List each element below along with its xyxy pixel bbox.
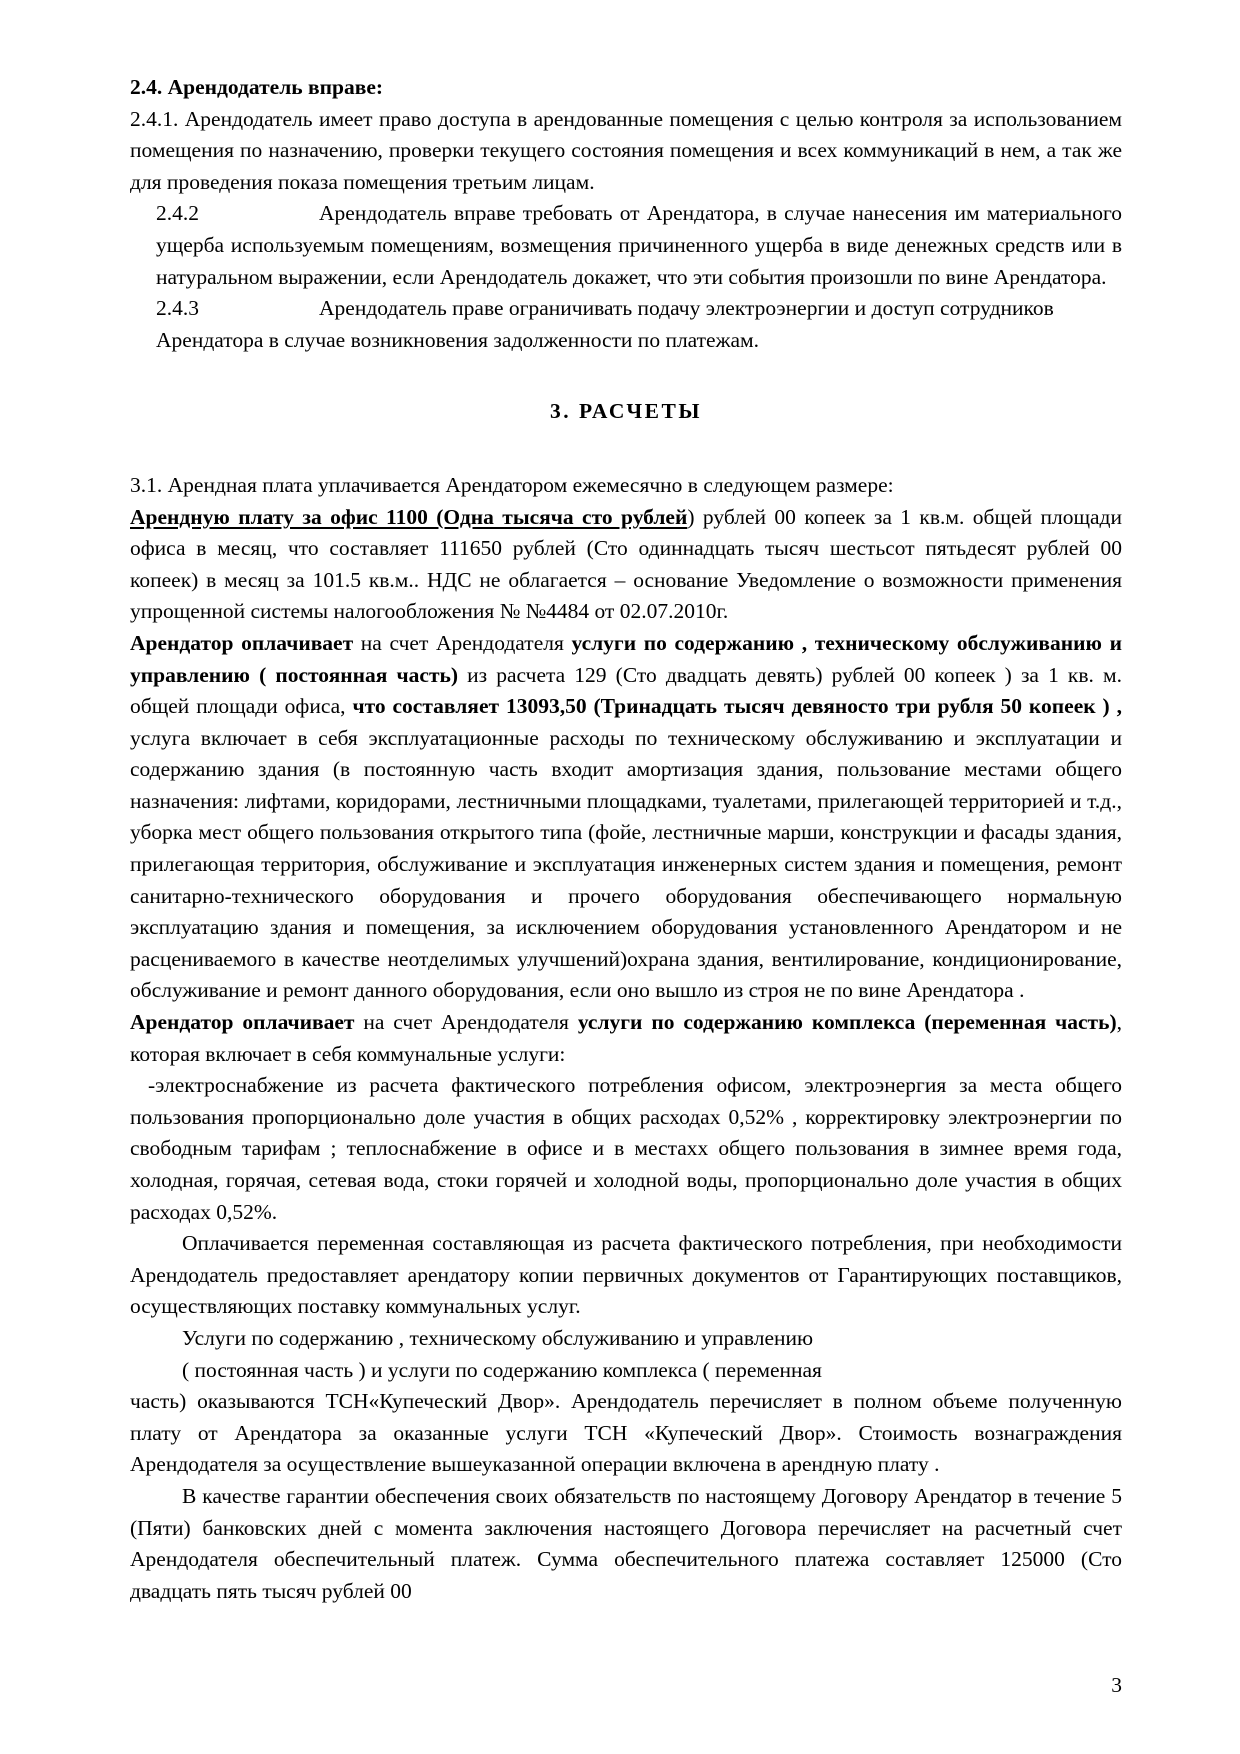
- clause-2-4-1-paragraph: 2.4.1. Арендодатель имеет право доступа в арендованные помещения с целью контроля за использованием помещения по назначению, проверки текущего состояния помещения и всех коммуникаций в нем, а так же для проведения показа помещения третьим лицам.: [130, 106, 1122, 194]
- constant-part-paragraph: [130, 628, 1122, 1007]
- constant-part-bold-services: услуги по содержанию , техническому обслуживанию и управлению ( постоянная часть): [130, 630, 1122, 687]
- constant-part-bold-lead: Арендатор оплачивает: [130, 630, 354, 655]
- variable-part-plain-1: на счет Арендодателя: [354, 1010, 578, 1035]
- section-3-title: 3. РАСЧЕТЫ: [550, 399, 702, 424]
- clause-2-4-3-number: 2.4.3: [156, 296, 199, 321]
- constant-part-plain-3: услуга включает в себя эксплуатационные расходы по техническому обслуживанию и эксплуатации и содержанию здания (в постоянную часть входит амортизация здания, пользование местами общего назначения: лифтами, коридорами, лестничными площадками, туалетами, прилегающей территорией и т.д., уборка мест общего пользования открытого типа (фойе, лестничные марши, конструкции и фасады здания, прилегающая территория, обслуживание и эксплуатация инженерных систем здания и помещения, ремонт санитарно-технического оборудования и прочего оборудования обеспечивающего нормальную эксплуатацию здания и помещения, за исключением оборудования установленного Арендатором и не расцениваемого в качестве неотделимых улучшений)охрана здания, вентилирование, кондиционирование, обслуживание и ремонт данного оборудования, если оно вышло из строя не по вине Арендатора .: [130, 725, 1122, 1003]
- variable-part-bold-lead: Арендатор оплачивает: [130, 1010, 355, 1035]
- constant-part-plain-1: на счет Арендодателя: [353, 630, 572, 655]
- security-deposit-paragraph: В качестве гарантии обеспечения своих обязательств по настоящему Договору Арендатор в течение 5 (Пяти) банковских дней с момента заключения настоящего Договора перечисляет на расчетный счет Арендодателя обеспечительный платеж. Сумма обеспечительного платежа составляет 125000 (Сто двадцать пять тысяч рублей 00: [130, 1483, 1122, 1603]
- rent-amount-paragraph: [130, 502, 1122, 628]
- services-line-1: Услуги по содержанию , техническому обслуживанию и управлению: [182, 1325, 814, 1350]
- clause-2-4-3-text: Арендодатель праве ограничивать подачу электроэнергии и доступ сотрудников Арендатора в случае возникновения задолженности по платежам.: [156, 296, 1054, 352]
- clause-2-4-2-paragraph: [156, 198, 1122, 293]
- rent-amount-rest: ) рублей 00 копеек за 1 кв.м. общей площади офиса в месяц, что составляет 111650 рублей (Сто одиннадцать тысяч шестьсот пятьдесят рублей 00 копеек) в месяц за 101.5 кв.м.. НДС не облагается – основание Уведомление о возможности применения упрощенной системы налогообложения № №4484 от 02.07.2010г.: [130, 504, 1122, 624]
- services-provider-paragraph: часть) оказываются ТСН«Купеческий Двор». Арендодатель перечисляет в полном объеме полученную плату от Арендатора за оказанные услуги ТСН «Купеческий Двор». Стоимость вознаграждения Арендодателя за осуществление вышеуказанной операции включена в арендную плату .: [130, 1389, 1122, 1477]
- constant-part-plain-2: из расчета 129 (Сто двадцать девять) рублей 00 копеек ) за 1 кв. м. общей площади офиса,: [130, 662, 1122, 719]
- clause-2-4-heading: 2.4. Арендодатель вправе:: [130, 75, 384, 99]
- page-number: 3: [1111, 1673, 1122, 1697]
- rent-amount-highlight: Арендную плату за офис 1100 (Одна тысяча сто рублей: [130, 504, 688, 529]
- constant-part-bold-amount: что составляет 13093,50 (Тринадцать тысяч девяносто три рубля 50 копеек ) ,: [352, 694, 1122, 719]
- clause-2-4-2-block: [156, 198, 1122, 293]
- variable-part-plain-2: , которая включает в себя коммунальные услуги:: [130, 1010, 1122, 1066]
- variable-part-paragraph: [130, 1007, 1122, 1070]
- clause-2-4-3-paragraph: [156, 293, 1122, 356]
- clause-2-4-2-text: Арендодатель вправе требовать от Арендатора, в случае нанесения им материального ущерба используемым помещениям, возмещения причиненного ущерба в виде денежных средств или в натуральном выражении, если Арендодатель докажет, что эти события произошли по вине Арендатора.: [156, 201, 1122, 289]
- clause-2-4-3-block: [156, 293, 1122, 356]
- utilities-paragraph: -электроснабжение из расчета фактического потребления офисом, электроэнергия за места общего пользования пропорционально доле участия в общих расходах 0,52% , корректировку электроэнергии по свободным тарифам ; теплоснабжение в офисе и в местахх общего пользования в зимнее время года, холодная, горячая, сетевая вода, стоки горячей и холодной воды, пропорционально доле участия в общих расходах 0,52%.: [130, 1073, 1122, 1224]
- variable-payment-paragraph: Оплачивается переменная составляющая из расчета фактического потребления, при необходимости Арендодатель предоставляет арендатору копии первичных документов от Гарантирующих поставщиков, осуществляющих поставку коммунальных услуг.: [130, 1231, 1122, 1319]
- clause-3-1-intro: 3.1. Арендная плата уплачивается Арендатором ежемесячно в следующем размере:: [130, 472, 894, 497]
- variable-part-bold-services: услуги по содержанию комплекса (переменная часть): [577, 1010, 1117, 1035]
- document-body: [130, 72, 1122, 1607]
- clause-2-4-2-number: 2.4.2: [156, 201, 199, 226]
- services-line-2: ( постоянная часть ) и услуги по содержанию комплекса ( переменная: [182, 1357, 822, 1382]
